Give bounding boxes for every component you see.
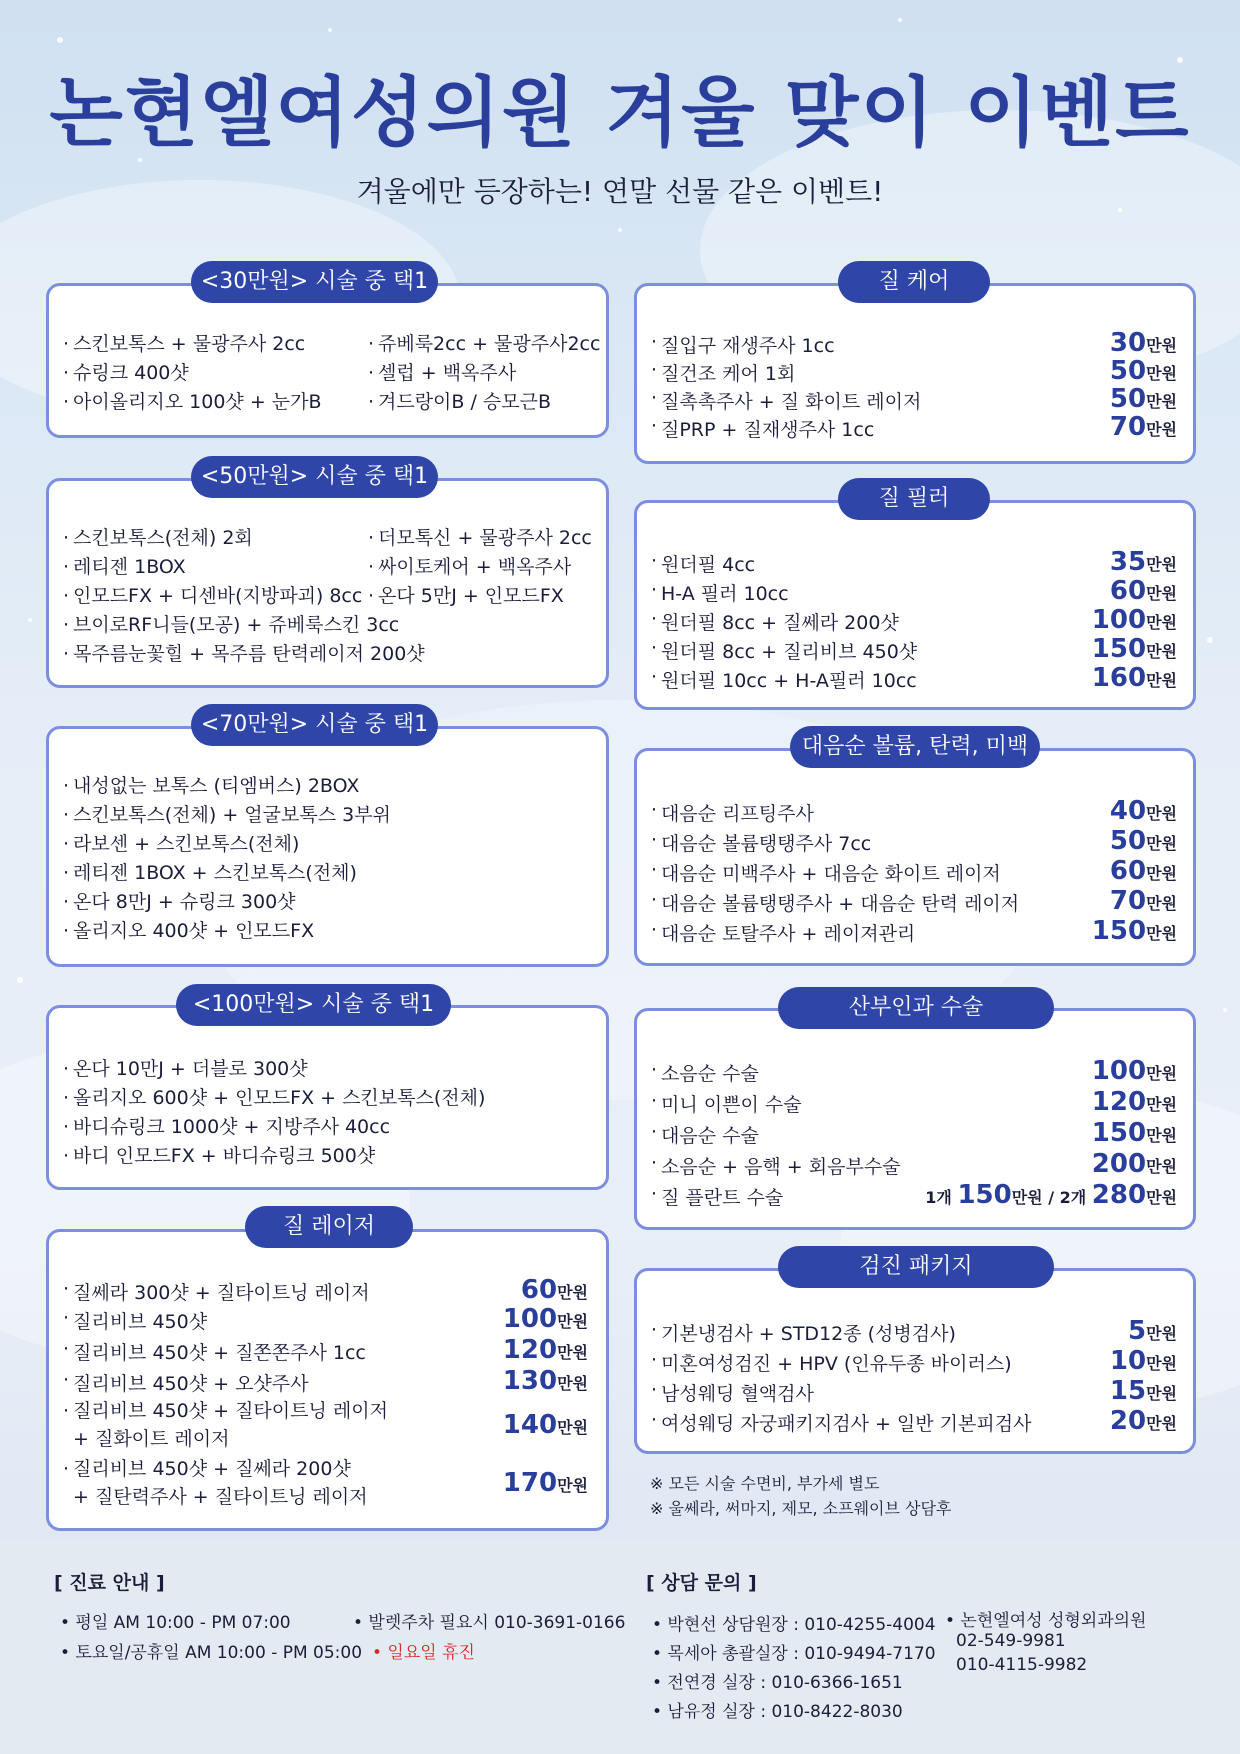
list-item: · 쥬베룩2cc + 물광주사2cc — [368, 330, 613, 359]
item-name: · 소음순 수술 — [651, 1059, 759, 1086]
price-row — [651, 856, 1177, 886]
list-item: · 싸이토케어 + 백옥주사 — [368, 553, 613, 582]
item-name: · 대음순 볼륨탱탱주사 + 대음순 탄력 레이저 — [651, 889, 1019, 916]
item-name: · 질건조 케어 1회 — [651, 359, 795, 386]
price-unit: 만원 — [1146, 1126, 1177, 1145]
price-row — [651, 414, 1177, 442]
price-unit: 만원 — [1146, 1384, 1177, 1403]
price-unit: 만원 — [557, 1343, 588, 1362]
price-unit: 만원 — [1146, 1064, 1177, 1083]
price-value: 120 — [1091, 1087, 1147, 1117]
price-value: 50 — [1109, 826, 1147, 856]
list-item: · 셀럽 + 백옥주사 — [368, 359, 613, 388]
labia-label: 대음순 볼륨, 탄력, 미백 — [790, 726, 1040, 768]
price-row — [651, 358, 1177, 386]
package-30-label: <30만원> 시술 중 택1 — [191, 261, 438, 303]
price-unit: 만원 — [1146, 1095, 1177, 1114]
item-name: · 원더필 8cc + 질쎄라 200샷 — [651, 608, 899, 635]
checkup-label: 검진 패키지 — [778, 1246, 1054, 1288]
sunday-closed: • 일요일 휴진 — [372, 1643, 475, 1663]
filler-box — [634, 500, 1196, 710]
price-value: 200 — [1091, 1149, 1147, 1179]
price-value: 40 — [1109, 796, 1147, 826]
price-row — [651, 548, 1177, 577]
item-name-cont: + 질탄력주사 + 질타이트닝 레이저 — [73, 1486, 368, 1508]
item-name: · 질리비브 450샷 + 질쫀쫀주사 1cc — [63, 1338, 366, 1365]
list-item: · 온다 8만J + 슈링크 300샷 — [63, 888, 391, 917]
price-unit: 만원 — [557, 1283, 588, 1302]
price-value: 150 — [1091, 916, 1147, 946]
item-name: · 원더필 10cc + H-A필러 10cc — [651, 666, 917, 693]
clinic-phone: 02-549-9981 — [956, 1631, 1066, 1651]
price-row — [63, 1396, 588, 1454]
surgery-box — [634, 1008, 1196, 1230]
price-value: 100 — [1091, 1056, 1147, 1086]
price-value: 150 — [957, 1180, 1012, 1210]
care-box — [634, 283, 1196, 464]
price-unit: 만원 — [1146, 834, 1177, 853]
checkup-box — [634, 1268, 1196, 1454]
surgery-label: 산부인과 수술 — [778, 987, 1054, 1029]
price-unit: 만원 — [1146, 642, 1177, 661]
price-value: 60 — [1109, 576, 1147, 606]
list-item: · 인모드FX + 디센바(지방파괴) 8cc — [63, 582, 368, 611]
price-value: 140 — [502, 1410, 558, 1440]
price-unit: 만원 — [1146, 671, 1177, 690]
price-row — [651, 1055, 1177, 1086]
labia-box — [634, 748, 1196, 966]
item-name: · 대음순 수술 — [651, 1121, 759, 1148]
list-item: · 레티젠 1BOX — [63, 553, 368, 582]
list-item: · 브이로RF니들(모공) + 쥬베룩스킨 3cc — [63, 611, 425, 640]
package-50-label: <50만원> 시술 중 택1 — [191, 456, 438, 498]
footer — [0, 1538, 1240, 1754]
price-unit: 만원 — [557, 1374, 588, 1393]
price-row — [63, 1334, 588, 1365]
price-value: 170 — [502, 1468, 558, 1498]
list-item: · 스킨보톡스(전체) 2회 — [63, 524, 368, 553]
list-item: · 온다 10만J + 더블로 300샷 — [63, 1055, 485, 1084]
price-unit: 만원 — [1146, 364, 1177, 383]
item-name: · 원더필 8cc + 질리비브 450샷 — [651, 637, 917, 664]
price-unit: 만원 — [1146, 584, 1177, 603]
list-item: · 아이올리지오 100샷 + 눈가B — [63, 388, 368, 417]
item-name: · 미혼여성검진 + HPV (인유두종 바이러스) — [651, 1349, 1012, 1376]
price-unit: 만원 — [1146, 924, 1177, 943]
care-label: 질 케어 — [838, 261, 990, 303]
price-unit: 만원 — [1146, 420, 1177, 439]
price-value: 10 — [1109, 1346, 1147, 1376]
hours-weekday: • 평일 AM 10:00 - PM 07:00 — [60, 1613, 291, 1633]
item-name: · 질쎄라 300샷 + 질타이트닝 레이저 — [63, 1278, 370, 1305]
filler-label: 질 필러 — [838, 478, 990, 520]
price-value: 100 — [502, 1304, 558, 1334]
item-name: · 질리비브 450샷 + 오샷주사 — [63, 1369, 309, 1396]
price-unit: 만원 — [1146, 1354, 1177, 1373]
price-row — [651, 1316, 1177, 1346]
price-row — [651, 1179, 1177, 1210]
page-subtitle: 겨울에만 등장하는! 연말 선물 같은 이벤트! — [356, 175, 884, 208]
item-name: · 질PRP + 질재생주사 1cc — [651, 415, 874, 442]
contact-item: • 박현선 상담원장 : 010-4255-4004 — [652, 1615, 936, 1635]
price-row — [63, 1454, 588, 1512]
price-unit: 만원 — [1146, 555, 1177, 574]
note-vat: ※ 모든 시술 수면비, 부가세 별도 — [650, 1474, 880, 1493]
price-row — [651, 1346, 1177, 1376]
price-unit: 만원 — [1146, 804, 1177, 823]
list-item: · 슈링크 400샷 — [63, 359, 368, 388]
price-row — [651, 635, 1177, 664]
price-row — [651, 1406, 1177, 1436]
contact-title: [ 상담 문의 ] — [646, 1572, 757, 1594]
price-row — [63, 1305, 588, 1334]
price-unit: 만원 — [557, 1418, 588, 1437]
laser-box — [46, 1229, 609, 1531]
item-name: · 질촉촉주사 + 질 화이트 레이저 — [651, 387, 921, 414]
list-item: · 스킨보톡스 + 물광주사 2cc — [63, 330, 368, 359]
price-value: 15 — [1109, 1376, 1147, 1406]
price-value: 30 — [1109, 328, 1147, 358]
price-unit: 만원 — [1146, 613, 1177, 632]
price-row — [651, 1086, 1177, 1117]
item-name-cont: + 질화이트 레이저 — [73, 1428, 230, 1450]
price-row — [651, 1148, 1177, 1179]
price-value: 60 — [1109, 856, 1147, 886]
price-row — [651, 826, 1177, 856]
item-name: · 대음순 토탈주사 + 레이져관리 — [651, 919, 915, 946]
item-name: · 남성웨딩 혈액검사 — [651, 1379, 814, 1406]
list-item: · 온다 5만J + 인모드FX — [368, 582, 613, 611]
price-row — [651, 796, 1177, 826]
list-item: · 올리지오 400샷 + 인모드FX — [63, 917, 391, 946]
note-consult: ※ 울쎄라, 써마지, 제모, 소프웨이브 상담후 — [650, 1499, 952, 1518]
price-row — [651, 916, 1177, 946]
clinic-phone: 010-4115-9982 — [956, 1655, 1088, 1675]
price-row — [651, 330, 1177, 358]
price-value: 70 — [1109, 886, 1147, 916]
package-100-label: <100만원> 시술 중 택1 — [176, 984, 451, 1026]
item-name: · 소음순 + 음핵 + 회음부수술 — [651, 1152, 901, 1179]
contact-item: • 전연경 실장 : 010-6366-1651 — [652, 1673, 903, 1693]
package-70-label: <70만원> 시술 중 택1 — [191, 704, 438, 746]
list-item: · 스킨보톡스(전체) + 얼굴보톡스 3부위 — [63, 801, 391, 830]
price-unit: 만원 — [557, 1312, 588, 1331]
list-item: · 겨드랑이B / 승모근B — [368, 388, 613, 417]
list-item: · 목주름눈꽃힐 + 목주름 탄력레이저 200샷 — [63, 640, 425, 669]
list-item: · 더모톡신 + 물광주사 2cc — [368, 524, 613, 553]
item-name: · 미니 이쁜이 수술 — [651, 1090, 802, 1117]
list-item: · 내성없는 보톡스 (티엠버스) 2BOX — [63, 772, 391, 801]
price-value: 70 — [1109, 412, 1147, 442]
price-value: 50 — [1109, 384, 1147, 414]
contact-item: • 목세아 총괄실장 : 010-9494-7170 — [652, 1644, 936, 1664]
package-30-box — [46, 283, 609, 438]
item-name: · 질리비브 450샷 — [63, 1307, 207, 1334]
price-value: 150 — [1091, 634, 1147, 664]
price-unit: 만원 — [557, 1476, 588, 1495]
price-value: 130 — [502, 1366, 558, 1396]
hours-saturday: • 토요일/공휴일 AM 10:00 - PM 05:00 — [60, 1643, 363, 1663]
price-row — [651, 886, 1177, 916]
list-item: · 올리지오 600샷 + 인모드FX + 스킨보톡스(전체) — [63, 1084, 485, 1113]
laser-label: 질 레이저 — [245, 1206, 413, 1248]
price-unit: 만원 — [1146, 392, 1177, 411]
item-name: 질리비브 450샷 + 질타이트닝 레이저 — [73, 1400, 388, 1422]
price-value: 100 — [1091, 605, 1147, 635]
item-name: · 대음순 미백주사 + 대음순 화이트 레이저 — [651, 859, 1001, 886]
item-name: · 기본냉검사 + STD12종 (성병검사) — [651, 1319, 956, 1346]
list-item: · 레티젠 1BOX + 스킨보톡스(전체) — [63, 859, 391, 888]
package-70-box — [46, 726, 609, 967]
price-row — [651, 386, 1177, 414]
price-value: 60 — [520, 1275, 558, 1305]
item-name: · 대음순 볼륨탱탱주사 7cc — [651, 829, 871, 856]
item-name: · H-A 필러 10cc — [651, 579, 789, 606]
price-separator: 만원 / 2개 — [1011, 1188, 1087, 1207]
price-unit: 만원 — [1146, 1157, 1177, 1176]
price-unit: 만원 — [1146, 1188, 1177, 1207]
price-row — [651, 606, 1177, 635]
item-name: · 질입구 재생주사 1cc — [651, 331, 835, 358]
page-title: 논현엘여성의원 겨울 맞이 이벤트 — [49, 68, 1191, 157]
price-row — [63, 1276, 588, 1305]
price-row — [651, 664, 1177, 693]
price-prefix: 1개 — [925, 1188, 952, 1207]
list-item: · 바디슈링크 1000샷 + 지방주사 40cc — [63, 1113, 485, 1142]
list-item: · 라보센 + 스킨보톡스(전체) — [63, 830, 391, 859]
price-value: 150 — [1091, 1118, 1147, 1148]
clinic-name: • 논현엘여성 성형외과의원 — [945, 1611, 1147, 1631]
item-name: · 대음순 리프팅주사 — [651, 799, 814, 826]
item-name: · 여성웨딩 자궁패키지검사 + 일반 기본피검사 — [651, 1409, 1031, 1436]
price-value: 20 — [1109, 1406, 1147, 1436]
item-name: · 질 플란트 수술 — [651, 1183, 783, 1210]
list-item: · 바디 인모드FX + 바디슈링크 500샷 — [63, 1142, 485, 1171]
price-row — [651, 577, 1177, 606]
package-100-box — [46, 1005, 609, 1190]
price-value: 280 — [1091, 1180, 1147, 1210]
contact-item: • 남유정 실장 : 010-8422-8030 — [652, 1702, 903, 1722]
price-unit: 만원 — [1146, 1414, 1177, 1433]
price-row — [651, 1376, 1177, 1406]
valet-parking: • 발렛주차 필요시 010-3691-0166 — [353, 1613, 626, 1633]
price-value: 120 — [502, 1335, 558, 1365]
item-name: 질리비브 450샷 + 질쎄라 200샷 — [73, 1458, 351, 1480]
price-value: 35 — [1109, 547, 1147, 577]
price-value: 160 — [1091, 663, 1147, 693]
price-unit: 만원 — [1146, 864, 1177, 883]
price-row — [63, 1365, 588, 1396]
price-value: 50 — [1109, 356, 1147, 386]
price-value: 5 — [1127, 1316, 1147, 1346]
price-unit: 만원 — [1146, 1324, 1177, 1343]
item-name: · 원더필 4cc — [651, 550, 755, 577]
price-unit: 만원 — [1146, 336, 1177, 355]
hours-title: [ 진료 안내 ] — [54, 1572, 165, 1594]
price-row — [651, 1117, 1177, 1148]
package-50-box — [46, 478, 609, 688]
price-unit: 만원 — [1146, 894, 1177, 913]
